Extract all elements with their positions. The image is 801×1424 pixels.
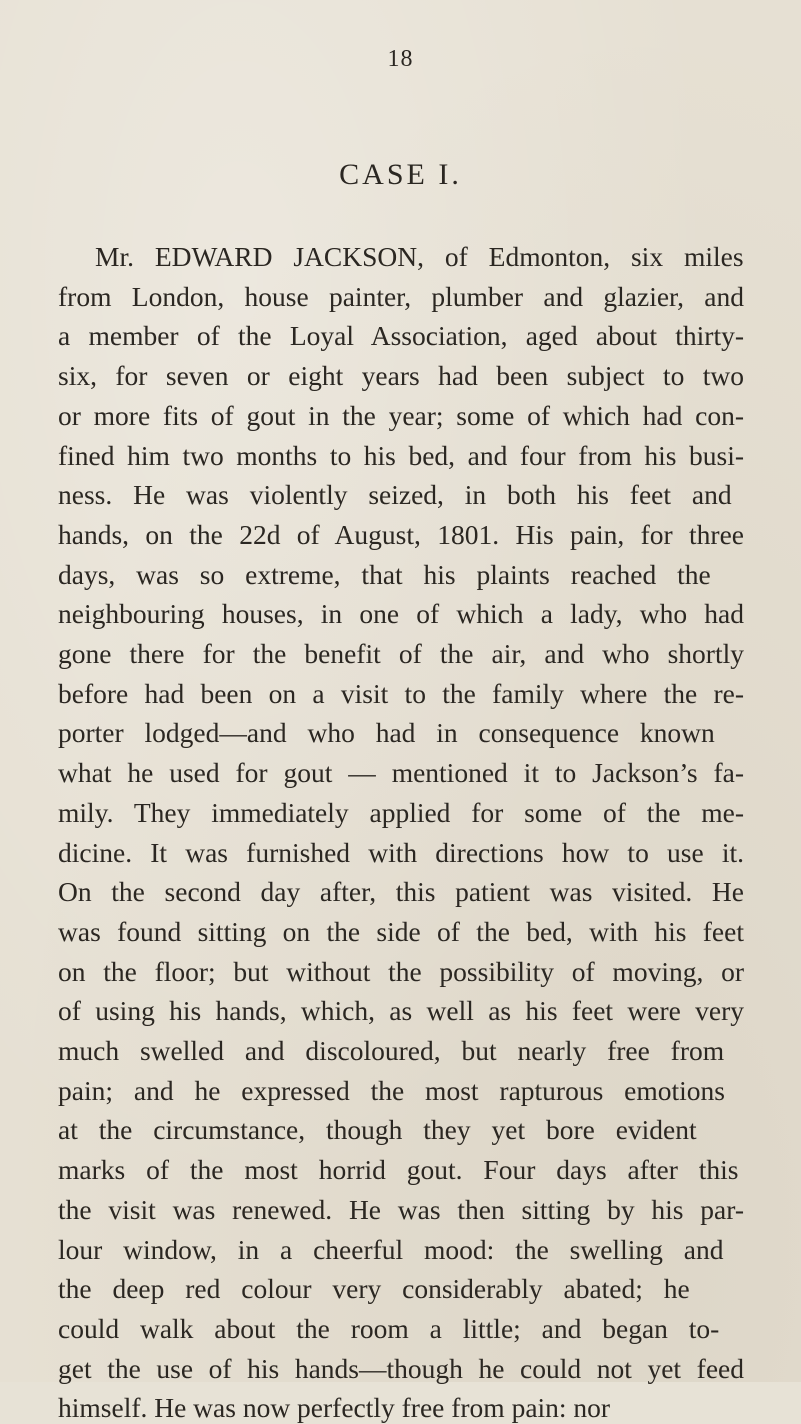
text-line: neighbouring houses, in one of which a lady, who had xyxy=(58,598,744,630)
text-line: or more fits of gout in the year; some of which had con- xyxy=(58,399,744,431)
text-line: fined him two months to his bed, and four from his busi- xyxy=(58,439,744,471)
text-line: at the circumstance, though they yet bore evident xyxy=(58,1114,697,1146)
text-line: a member of the Loyal Association, aged about thirty- xyxy=(58,320,744,352)
text-line: of using his hands, which, as well as his feet were very xyxy=(58,995,744,1027)
text-line: much swelled and discoloured, but nearly free from xyxy=(58,1035,725,1066)
text-line: himself. He was now perfectly free from pain: nor xyxy=(58,1392,611,1424)
text-line: Mr. EDWARD JACKSON, of Edmonton, six miles xyxy=(95,241,744,272)
text-line: porter lodged—and who had in consequence known xyxy=(58,717,715,749)
text-line: what he used for gout — mentioned it to Jackson’s fa- xyxy=(58,757,744,789)
text-line: gone there for the benefit of the air, and who shortly xyxy=(58,638,744,669)
case-heading: CASE I. xyxy=(339,158,462,191)
text-line: the deep red colour very considerably abated; he xyxy=(58,1273,690,1305)
text-line: pain; and he expressed the most rapturous emotions xyxy=(58,1074,725,1106)
text-line: before had been on a visit to the family where the re- xyxy=(58,677,744,709)
text-line: On the second day after, this patient was visited. He xyxy=(58,876,744,908)
text-line: on the floor; but without the possibility of moving, or xyxy=(58,955,744,987)
text-line: was found sitting on the side of the bed, with his feet xyxy=(58,915,744,947)
text-line: mily. They immediately applied for some of the me- xyxy=(58,796,744,828)
text-line: days, was so extreme, that his plaints reached the xyxy=(58,558,711,590)
text-line: could walk about the room a little; and began to- xyxy=(58,1312,720,1344)
text-line: six, for seven or eight years had been subject to two xyxy=(58,360,744,392)
text-line: marks of the most horrid gout. Four days after this xyxy=(58,1154,739,1186)
page-number: 18 xyxy=(387,46,414,72)
text-line: hands, on the 22d of August, 1801. His pain, for three xyxy=(58,518,744,550)
text-line: get the use of his hands—though he could not yet feed xyxy=(58,1352,744,1384)
text-line: dicine. It was furnished with directions how to use it. xyxy=(58,836,744,868)
text-line: from London, house painter, plumber and glazier, and xyxy=(58,280,744,312)
text-line: lour window, in a cheerful mood: the swelling and xyxy=(58,1233,724,1265)
text-line: the visit was renewed. He was then sitting by his par- xyxy=(58,1193,744,1225)
text-line: ness. He was violently seized, in both his feet and xyxy=(58,479,732,511)
